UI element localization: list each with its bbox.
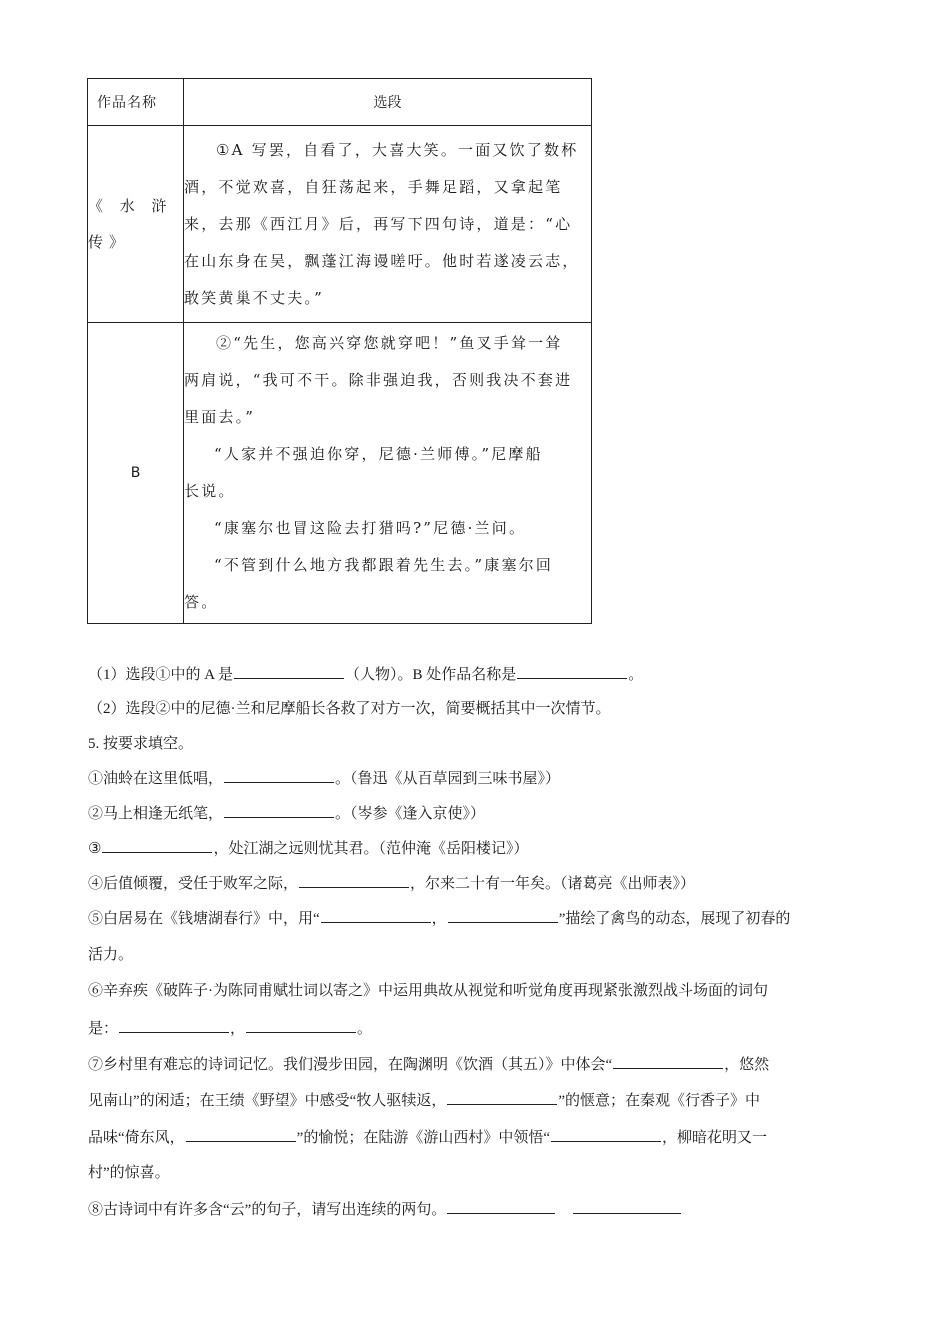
answer-blank[interactable] (246, 1018, 356, 1033)
header-work-name: 作品名称 (88, 79, 184, 126)
fill-item-7: ⑦乡村里有难忘的诗词记忆。我们漫步田园，在陶渊明《饮酒（其五）》中体会“ ，悠然 (88, 1054, 769, 1075)
question-2: （2）选段②中的尼德·兰和尼摩船长各救了对方一次，简要概括其中一次情节。 (88, 701, 611, 717)
work-name-b: B (88, 323, 184, 624)
answer-blank[interactable] (517, 664, 627, 679)
excerpt-2: ②“先生，您高兴穿您就穿吧！”鱼叉手耸一耸 两肩说，“我可不干。除非强迫我，否则我决不套进 里面去。” “人家并不强迫你穿，尼德·兰师傅。”尼摩船 长说。 “康塞尔也冒这险去打猎吗?”尼德·兰问。 “不管到什么地方我都跟着先生去。”康塞尔回 答。 (184, 323, 592, 624)
fill-item-7-line4: 村”的惊喜。 (88, 1165, 170, 1181)
table-row (88, 126, 592, 323)
answer-blank[interactable] (551, 1127, 661, 1142)
answer-blank[interactable] (234, 664, 344, 679)
excerpt-table (87, 78, 592, 624)
question-1: （1）选段①中的 A 是 （人物）。B 处作品名称是 。 (88, 664, 643, 685)
question-5-title: 5. 按要求填空。 (88, 736, 194, 752)
answer-blank[interactable] (102, 838, 212, 853)
fill-item-2: ②马上相逢无纸笔， 。（岑参《逢入京使》） (88, 803, 485, 824)
answer-blank[interactable] (447, 1090, 557, 1105)
fill-item-8: ⑧古诗词中有许多含“云”的句子，请写出连续的两句。 (88, 1199, 682, 1220)
answer-blank[interactable] (224, 768, 334, 783)
answer-blank[interactable] (119, 1018, 229, 1033)
fill-item-1: ①油蛉在这里低唱， 。（鲁迅《从百草园到三味书屋》） (88, 768, 560, 789)
answer-blank[interactable] (613, 1054, 723, 1069)
fill-item-4: ④后值倾覆，受任于败军之际， ，尔来二十有一年矣。（诸葛亮《出师表》） (88, 873, 695, 894)
answer-blank[interactable] (186, 1127, 296, 1142)
table-header-row (88, 79, 592, 126)
fill-item-5-cont: 活力。 (88, 947, 134, 963)
answer-blank[interactable] (447, 1199, 555, 1214)
header-excerpt: 选段 (184, 79, 592, 126)
fill-item-7-line2: 见南山”的闲适；在王绩《野望》中感受“牧人驱犊返， ”的惬意；在秦观《行香子》中 (88, 1090, 760, 1111)
fill-item-7-line3: 品味“倚东风， ”的愉悦；在陆游《游山西村》中领悟“ ，柳暗花明又一 (88, 1127, 767, 1148)
answer-blank[interactable] (299, 873, 409, 888)
excerpt-1: ①A 写罢，自看了，大喜大笑。一面又饮了数杯 酒，不觉欢喜，自狂荡起来，手舞足蹈，又拿起笔 来，去那《西江月》后，再写下四句诗，道是：“心 在山东身在吴，飘蓬江海谩嗟吁。他时若遂凌云志， 敢笑黄巢不丈夫。” (184, 126, 592, 323)
table-row (88, 323, 592, 624)
work-name-shuihu: 《 水 浒 传》 (88, 126, 184, 323)
fill-item-6-cont: 是： ， 。 (88, 1018, 372, 1039)
fill-item-6: ⑥辛弃疾《破阵子·为陈同甫赋壮词以寄之》中运用典故从视觉和听觉角度再现紧张激烈战斗场面的词句 (88, 983, 768, 999)
answer-blank[interactable] (448, 908, 558, 923)
answer-blank[interactable] (573, 1199, 681, 1214)
fill-item-5: ⑤白居易在《钱塘湖春行》中，用“ ， ”描绘了禽鸟的动态，展现了初春的 (88, 908, 790, 929)
answer-blank[interactable] (321, 908, 431, 923)
answer-blank[interactable] (224, 803, 334, 818)
fill-item-3: ③ ，处江湖之远则忧其君。（范仲淹《岳阳楼记》） (88, 838, 528, 859)
